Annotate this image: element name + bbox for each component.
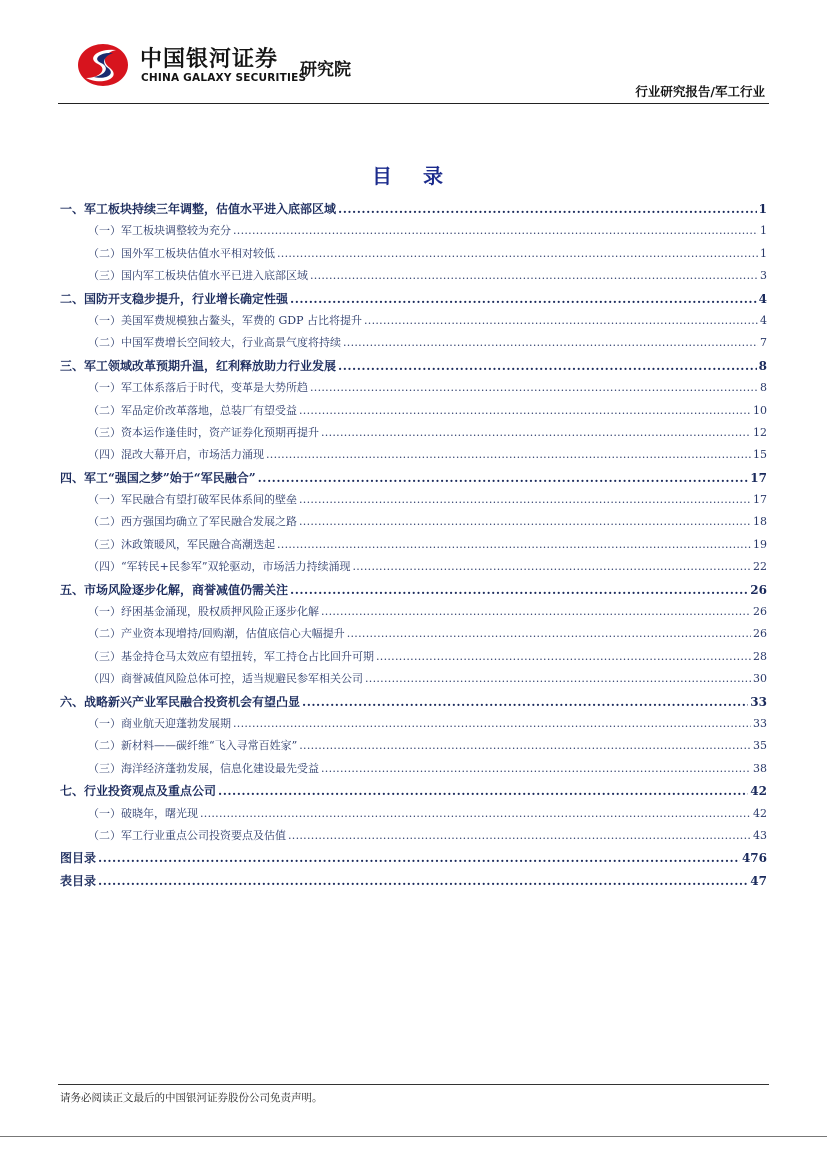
toc-entry-text: 六、战略新兴产业军民融合投资机会有望凸显 bbox=[60, 694, 301, 709]
toc-subsection-entry[interactable] bbox=[60, 332, 767, 354]
toc-entry-text: （四）商誉减值风险总体可控，适当规避民参军相关公司 bbox=[88, 672, 363, 686]
toc-section-entry[interactable] bbox=[60, 691, 767, 713]
toc-dot-leader bbox=[266, 444, 751, 466]
toc-page-number: 8 bbox=[760, 381, 767, 395]
toc-subsection-entry[interactable] bbox=[60, 601, 767, 623]
toc-section-entry[interactable] bbox=[60, 780, 767, 802]
toc-section-entry[interactable] bbox=[60, 198, 767, 220]
toc-entry-text: 四、军工“强国之梦”始于“军民融合” bbox=[60, 470, 256, 485]
toc-subsection-entry[interactable] bbox=[60, 735, 767, 757]
toc-dot-leader bbox=[310, 377, 758, 399]
institute-label: 研究院 bbox=[300, 60, 351, 80]
toc-section-entry[interactable] bbox=[60, 579, 767, 601]
toc-page-number: 33 bbox=[750, 694, 767, 709]
toc-dot-leader bbox=[343, 332, 758, 354]
toc-section-entry[interactable] bbox=[60, 847, 767, 869]
toc-entry-text: 七、行业投资观点及重点公司 bbox=[60, 784, 217, 799]
toc-page-number: 4 bbox=[758, 291, 767, 306]
toc-entry-text: 五、市场风险逐步化解，商誉减值仍需关注 bbox=[60, 582, 289, 597]
header-divider bbox=[58, 103, 769, 104]
toc-dot-leader bbox=[321, 422, 751, 444]
toc-entry-text: （一）军工板块调整较为充分 bbox=[88, 224, 231, 238]
toc-subsection-entry[interactable] bbox=[60, 220, 767, 242]
toc-dot-leader bbox=[290, 288, 757, 310]
toc-dot-leader bbox=[299, 511, 751, 533]
toc-page-number: 4 bbox=[760, 313, 767, 327]
toc-section-entry[interactable] bbox=[60, 870, 767, 892]
toc-entry-text: （二）西方强国均确立了军民融合发展之路 bbox=[88, 515, 297, 529]
toc-dot-leader bbox=[321, 758, 751, 780]
toc-page-number: 3 bbox=[760, 269, 767, 283]
toc-page-number: 1 bbox=[758, 202, 767, 216]
toc-entry-text: 表目录 bbox=[60, 873, 97, 888]
toc-subsection-entry[interactable] bbox=[60, 489, 767, 511]
toc-page-number: 15 bbox=[753, 448, 767, 462]
toc-entry-text: 一、军工板块持续三年调整，估值水平进入底部区域 bbox=[60, 202, 337, 216]
toc-page-number: 26 bbox=[753, 605, 767, 619]
toc-subsection-entry[interactable] bbox=[60, 646, 767, 668]
toc-subsection-entry[interactable] bbox=[60, 623, 767, 645]
toc-page-number: 33 bbox=[753, 716, 767, 730]
toc-title: 目 录 bbox=[372, 164, 455, 188]
toc-entry-text: （三）国内军工板块估值水平已进入底部区域 bbox=[88, 269, 308, 283]
toc-entry-text: （一）军民融合有望打破军民体系间的壁垒 bbox=[88, 493, 297, 507]
toc-dot-leader bbox=[364, 310, 758, 332]
toc-page-number: 42 bbox=[753, 806, 767, 820]
toc-page-number: 43 bbox=[753, 828, 767, 842]
toc-entry-text: （三）沐政策暖风，军民融合高潮迭起 bbox=[88, 537, 275, 551]
report-type: 行业研究报告/军工行业 bbox=[635, 84, 765, 99]
toc-page-number: 28 bbox=[753, 649, 767, 663]
toc-entry-text: （四）“军转民+民参军”双轮驱动，市场活力持续涌现 bbox=[88, 560, 351, 574]
toc-dot-leader bbox=[233, 220, 758, 242]
toc-entry-text: （二）军工行业重点公司投资要点及估值 bbox=[88, 828, 286, 842]
toc-page-number: 35 bbox=[753, 739, 767, 753]
toc-page-number: 7 bbox=[760, 336, 767, 350]
toc-dot-leader bbox=[258, 467, 749, 489]
toc-subsection-entry[interactable] bbox=[60, 400, 767, 422]
toc-subsection-entry[interactable] bbox=[60, 265, 767, 287]
toc-subsection-entry[interactable] bbox=[60, 310, 767, 332]
toc-dot-leader bbox=[98, 870, 748, 892]
toc-dot-leader bbox=[200, 803, 751, 825]
toc-subsection-entry[interactable] bbox=[60, 444, 767, 466]
toc-page-number: 1 bbox=[760, 246, 767, 260]
toc-entry-text: （一）破晓年，曙光现 bbox=[88, 806, 198, 820]
toc-entry-text: 二、国防开支稳步提升，行业增长确定性强 bbox=[60, 291, 289, 306]
toc-page-number: 476 bbox=[741, 851, 767, 866]
toc-entry-text: （一）纾困基金涌现，股权质押风险正逐步化解 bbox=[88, 605, 319, 619]
toc-dot-leader bbox=[218, 780, 748, 802]
toc-subsection-entry[interactable] bbox=[60, 758, 767, 780]
toc-entry-text: （三）资本运作逢佳时，资产证券化预期再提升 bbox=[88, 425, 319, 439]
toc-dot-leader bbox=[299, 400, 751, 422]
toc-page-number: 8 bbox=[758, 358, 767, 373]
toc-page-number: 30 bbox=[753, 672, 767, 686]
toc-subsection-entry[interactable] bbox=[60, 803, 767, 825]
galaxy-logo-icon bbox=[76, 42, 130, 88]
toc-dot-leader bbox=[321, 601, 751, 623]
toc-entry-text: （三）海洋经济蓬勃发展，信息化建设最先受益 bbox=[88, 761, 319, 775]
toc-entry-text: （四）混改大幕开启，市场活力涌现 bbox=[88, 448, 264, 462]
footer-disclaimer: 请务必阅读正文最后的中国银河证券股份公司免责声明。 bbox=[60, 1092, 323, 1104]
toc-page-number: 18 bbox=[753, 515, 767, 529]
toc-subsection-entry[interactable] bbox=[60, 825, 767, 847]
toc-dot-leader bbox=[302, 691, 748, 713]
page-header bbox=[0, 0, 827, 110]
toc-dot-leader bbox=[233, 713, 751, 735]
toc-subsection-entry[interactable] bbox=[60, 243, 767, 265]
toc-entry-text: （一）商业航天迎蓬勃发展期 bbox=[88, 716, 231, 730]
footer-divider bbox=[58, 1084, 769, 1085]
toc-page-number: 17 bbox=[753, 493, 767, 507]
toc-dot-leader bbox=[288, 825, 751, 847]
toc-subsection-entry[interactable] bbox=[60, 534, 767, 556]
toc-entry-text: （二）国外军工板块估值水平相对较低 bbox=[88, 246, 275, 260]
toc-subsection-entry[interactable] bbox=[60, 713, 767, 735]
toc-page-number: 17 bbox=[750, 470, 767, 485]
toc-entry-text: （一）美国军费规模独占鳌头，军费的 GDP 占比将提升 bbox=[88, 313, 362, 327]
toc-dot-leader bbox=[338, 198, 757, 220]
toc-entry-text: （二）军品定价改革落地，总装厂有望受益 bbox=[88, 403, 297, 417]
toc-page-number: 42 bbox=[750, 784, 767, 799]
toc-subsection-entry[interactable] bbox=[60, 377, 767, 399]
toc-dot-leader bbox=[338, 355, 757, 377]
toc-entry-text: （二）产业资本现增持/回购潮，估值底信心大幅提升 bbox=[88, 627, 345, 641]
toc-dot-leader bbox=[277, 243, 758, 265]
toc-page-number: 26 bbox=[753, 627, 767, 641]
brand-name-en: CHINA GALAXY SECURITIES bbox=[141, 72, 307, 84]
toc-page-number: 1 bbox=[760, 224, 767, 238]
toc-entry-text: 三、军工领域改革预期升温，红利释放助力行业发展 bbox=[60, 358, 337, 373]
toc-entry-text: （二）新材料——碳纤维“飞入寻常百姓家” bbox=[88, 739, 298, 753]
toc-dot-leader bbox=[98, 847, 740, 869]
toc-page-number: 47 bbox=[750, 873, 767, 888]
toc-dot-leader bbox=[347, 623, 751, 645]
toc-page-number: 12 bbox=[753, 425, 767, 439]
toc-section-entry[interactable] bbox=[60, 288, 767, 310]
toc-page-number: 22 bbox=[753, 560, 767, 574]
toc-page-number: 26 bbox=[750, 582, 767, 597]
toc-entry-text: 图目录 bbox=[60, 851, 97, 866]
toc-dot-leader bbox=[277, 534, 751, 556]
toc-entry-text: （一）军工体系落后于时代，变革是大势所趋 bbox=[88, 381, 308, 395]
toc-dot-leader bbox=[299, 735, 751, 757]
brand-name-cn: 中国银河证券 bbox=[140, 47, 279, 72]
toc-subsection-entry[interactable] bbox=[60, 511, 767, 533]
toc-subsection-entry[interactable] bbox=[60, 422, 767, 444]
toc-dot-leader bbox=[352, 556, 751, 578]
toc-entry-text: （三）基金持仓马太效应有望扭转，军工持仓占比回升可期 bbox=[88, 649, 374, 663]
toc-page-number: 19 bbox=[753, 537, 767, 551]
toc-section-entry[interactable] bbox=[60, 467, 767, 489]
toc-dot-leader bbox=[290, 579, 748, 601]
toc-dot-leader bbox=[376, 646, 751, 668]
toc-subsection-entry[interactable] bbox=[60, 668, 767, 690]
page-bottom-divider bbox=[0, 1136, 827, 1137]
toc-dot-leader bbox=[365, 668, 751, 690]
toc-subsection-entry[interactable] bbox=[60, 556, 767, 578]
toc-page-number: 10 bbox=[753, 403, 767, 417]
toc-page-number: 38 bbox=[753, 761, 767, 775]
toc-entry-text: （二）中国军费增长空间较大，行业高景气度将持续 bbox=[88, 336, 341, 350]
table-of-contents bbox=[60, 198, 767, 892]
toc-dot-leader bbox=[299, 489, 751, 511]
toc-section-entry[interactable] bbox=[60, 355, 767, 377]
toc-dot-leader bbox=[310, 265, 758, 287]
